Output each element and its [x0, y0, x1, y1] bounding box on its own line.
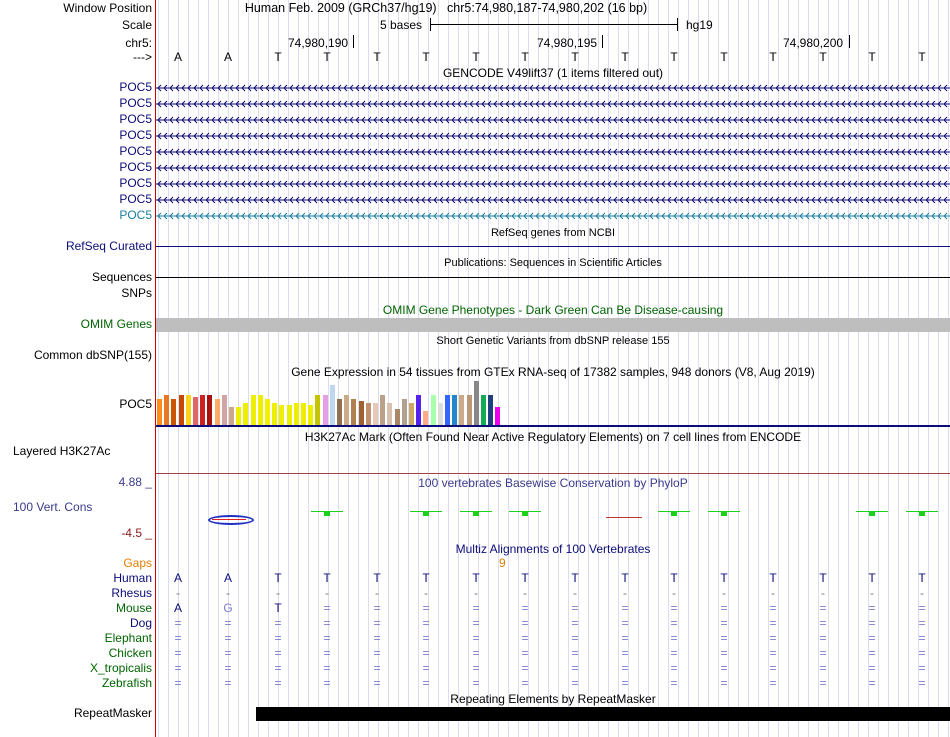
grid-line	[158, 0, 159, 737]
window-position-label: Window Position	[63, 1, 152, 15]
alignment-base-zebrafish: =	[472, 676, 480, 690]
gtex-tissue-bar[interactable]	[373, 403, 378, 425]
gtex-tissue-bar[interactable]	[337, 399, 342, 425]
alignment-base-dog: =	[274, 616, 282, 630]
strand-arrow-label: --->	[133, 50, 152, 64]
alignment-base-rhesus: -	[523, 586, 527, 600]
alignment-base-elephant: =	[571, 631, 579, 645]
gtex-tissue-bar[interactable]	[207, 395, 212, 425]
alignment-base-zebrafish: =	[670, 676, 678, 690]
alignment-base-zebrafish: =	[720, 676, 728, 690]
alignment-base-human: A	[173, 571, 182, 585]
alignment-base-dog: =	[422, 616, 430, 630]
alignment-base-mouse: G	[223, 601, 233, 615]
phylop-track-title: 100 vertebrates Basewise Conservation by PhyloP	[418, 476, 688, 490]
alignment-base-human: T	[472, 571, 480, 585]
alignment-base-dog: =	[224, 616, 232, 630]
reference-base: T	[769, 50, 777, 64]
alignment-base-elephant: =	[274, 631, 282, 645]
alignment-base-zebrafish: =	[621, 676, 629, 690]
alignment-base-mouse: =	[769, 601, 777, 615]
phylop-score-mark	[522, 511, 528, 516]
alignment-base-dog: =	[868, 616, 876, 630]
alignment-base-zebrafish: =	[174, 676, 182, 690]
reference-base: T	[918, 50, 926, 64]
alignment-base-chicken: =	[670, 646, 678, 660]
reference-base: A	[173, 50, 182, 64]
alignment-base-rhesus: -	[325, 586, 329, 600]
grid-line	[898, 0, 899, 737]
gtex-tissue-bar[interactable]	[157, 399, 162, 425]
gtex-tissue-bar[interactable]	[200, 395, 205, 425]
alignment-base-rhesus: -	[920, 586, 924, 600]
reference-base: T	[720, 50, 728, 64]
reference-base: T	[521, 50, 529, 64]
species-label-mouse[interactable]: Mouse	[115, 601, 152, 615]
grid-line	[288, 0, 289, 737]
grid-line	[888, 0, 889, 737]
alignment-base-x-tropicalis: =	[521, 661, 529, 675]
alignment-base-rhesus: -	[176, 586, 180, 600]
scale-bar-tick-left	[430, 18, 431, 31]
gtex-tissue-bar[interactable]	[222, 395, 227, 425]
phylop-min-label: -4.5 _	[121, 526, 152, 540]
coord-tick-label: 74,980,200	[783, 36, 844, 50]
alignment-base-elephant: =	[472, 631, 480, 645]
alignment-base-zebrafish: =	[274, 676, 282, 690]
alignment-base-human: T	[373, 571, 381, 585]
gtex-tissue-bar[interactable]	[438, 403, 443, 425]
multiz-track-title: Multiz Alignments of 100 Vertebrates	[455, 542, 651, 556]
gencode-gene-label[interactable]: POC5	[119, 112, 152, 126]
phylop-score-mark	[423, 511, 429, 516]
gtex-track-title: Gene Expression in 54 tissues from GTEx RNA-seq of 17382 samples, 948 donors (V8, Aug 2019)	[291, 365, 815, 379]
reference-base: T	[472, 50, 480, 64]
alignment-base-dog: =	[373, 616, 381, 630]
track-area[interactable]	[156, 0, 950, 737]
alignment-base-x-tropicalis: =	[422, 661, 430, 675]
alignment-base-mouse: =	[472, 601, 480, 615]
gtex-tissue-bar[interactable]	[459, 395, 464, 425]
phylop-score-mark	[473, 511, 479, 516]
gtex-tissue-bar[interactable]	[445, 395, 450, 425]
coord-tick	[849, 35, 850, 48]
gtex-tissue-bar[interactable]	[474, 381, 479, 425]
gtex-tissue-bar[interactable]	[229, 407, 234, 425]
reference-base: T	[621, 50, 629, 64]
alignment-base-elephant: =	[769, 631, 777, 645]
refseq-track-label[interactable]: RefSeq Curated	[65, 239, 152, 253]
grid-line	[188, 0, 189, 737]
reference-base: A	[223, 50, 232, 64]
alignment-base-mouse: =	[670, 601, 678, 615]
alignment-base-chicken: =	[323, 646, 331, 660]
alignment-base-x-tropicalis: =	[918, 661, 926, 675]
alignment-base-zebrafish: =	[918, 676, 926, 690]
header-position	[245, 1, 647, 15]
alignment-base-dog: =	[720, 616, 728, 630]
alignment-base-x-tropicalis: =	[769, 661, 777, 675]
alignment-base-human: T	[918, 571, 926, 585]
alignment-base-human: T	[769, 571, 777, 585]
phylop-max-label: 4.88 _	[118, 475, 152, 489]
alignment-base-rhesus: -	[276, 586, 280, 600]
alignment-base-elephant: =	[868, 631, 876, 645]
reference-base: T	[274, 50, 282, 64]
alignment-base-zebrafish: =	[819, 676, 827, 690]
alignment-base-mouse: =	[868, 601, 876, 615]
alignment-base-dog: =	[472, 616, 480, 630]
species-label-rhesus[interactable]: Rhesus	[111, 586, 152, 600]
alignment-base-elephant: =	[918, 631, 926, 645]
snps-track-label[interactable]: SNPs	[121, 286, 152, 300]
gtex-tissue-bar[interactable]	[387, 403, 392, 425]
omim-track-title: OMIM Gene Phenotypes - Dark Green Can Be Disease-causing	[382, 303, 724, 317]
alignment-base-chicken: =	[174, 646, 182, 660]
gencode-gene-label[interactable]: POC5	[119, 160, 152, 174]
alignment-base-human: T	[621, 571, 629, 585]
gtex-tissue-bar[interactable]	[452, 395, 457, 425]
publications-line[interactable]	[156, 277, 950, 278]
gtex-tissue-bar[interactable]	[236, 407, 241, 425]
gencode-transcript[interactable]	[156, 100, 950, 108]
gtex-tissue-bar[interactable]	[171, 399, 176, 425]
alignment-base-chicken: =	[274, 646, 282, 660]
phylop-score-mark	[671, 511, 677, 516]
alignment-base-human: T	[571, 571, 579, 585]
alignment-base-dog: =	[769, 616, 777, 630]
gencode-transcript[interactable]	[156, 84, 950, 92]
gtex-tissue-bar[interactable]	[359, 401, 364, 425]
grid-line	[208, 0, 209, 737]
gencode-transcript[interactable]	[156, 196, 950, 204]
alignment-base-x-tropicalis: =	[472, 661, 480, 675]
alignment-base-elephant: =	[373, 631, 381, 645]
grid-line	[198, 0, 199, 737]
alignment-base-rhesus: -	[722, 586, 726, 600]
gtex-tissue-bar[interactable]	[481, 395, 486, 425]
chr-label: chr5:	[125, 36, 152, 50]
alignment-base-rhesus: -	[226, 586, 230, 600]
alignment-base-zebrafish: =	[323, 676, 331, 690]
gtex-tissue-bar[interactable]	[323, 395, 328, 425]
alignment-base-rhesus: -	[870, 586, 874, 600]
reference-base: T	[819, 50, 827, 64]
alignment-base-chicken: =	[769, 646, 777, 660]
gencode-track-title: GENCODE V49lift37 (1 items filtered out)	[442, 66, 664, 80]
sequences-track-label[interactable]: Sequences	[91, 270, 152, 284]
gtex-tissue-bar[interactable]	[416, 395, 421, 425]
alignment-base-x-tropicalis: =	[571, 661, 579, 675]
alignment-base-elephant: =	[670, 631, 678, 645]
alignment-base-chicken: =	[224, 646, 232, 660]
grid-line	[948, 0, 949, 737]
alignment-base-mouse: T	[274, 601, 282, 615]
omim-feature-bar[interactable]	[156, 318, 950, 332]
alignment-base-zebrafish: =	[769, 676, 777, 690]
phylop-feature-redline	[212, 519, 246, 520]
gtex-tissue-bar[interactable]	[431, 395, 436, 425]
alignment-base-chicken: =	[422, 646, 430, 660]
gtex-tissue-bar[interactable]	[243, 403, 248, 425]
gencode-gene-label[interactable]: POC5	[119, 176, 152, 190]
gtex-tissue-bar[interactable]	[402, 399, 407, 425]
gap-count: 9	[499, 556, 506, 570]
alignment-base-elephant: =	[323, 631, 331, 645]
gtex-tissue-bar[interactable]	[279, 405, 284, 425]
gencode-transcript[interactable]	[156, 164, 950, 172]
position-readout: chr5:74,980,187-74,980,202 (16 bp)	[447, 1, 648, 15]
phylop-score-mark	[721, 511, 727, 516]
gtex-tissue-bar[interactable]	[366, 403, 371, 425]
grid-line	[838, 0, 839, 737]
grid-line	[218, 0, 219, 737]
gtex-tissue-bar[interactable]	[395, 409, 400, 425]
alignment-base-dog: =	[621, 616, 629, 630]
coord-tick-label: 74,980,195	[537, 36, 598, 50]
alignment-base-zebrafish: =	[868, 676, 876, 690]
alignment-base-chicken: =	[819, 646, 827, 660]
species-label-human[interactable]: Human	[113, 571, 152, 585]
alignment-base-zebrafish: =	[224, 676, 232, 690]
gtex-tissue-bar[interactable]	[315, 395, 320, 425]
alignment-base-rhesus: -	[474, 586, 478, 600]
alignment-base-chicken: =	[621, 646, 629, 660]
scale-bar-label: 5 bases	[380, 18, 423, 32]
alignment-base-mouse: =	[323, 601, 331, 615]
alignment-base-zebrafish: =	[521, 676, 529, 690]
alignment-base-chicken: =	[720, 646, 728, 660]
species-label-chicken[interactable]: Chicken	[108, 646, 152, 660]
gtex-tissue-bar[interactable]	[258, 395, 263, 425]
gtex-tissue-bar[interactable]	[308, 405, 313, 425]
gtex-tissue-bar[interactable]	[294, 403, 299, 425]
repeatmasker-track-title: Repeating Elements by RepeatMasker	[450, 692, 656, 706]
gtex-tissue-bar[interactable]	[265, 399, 270, 425]
grid-line	[848, 0, 849, 737]
alignment-base-zebrafish: =	[571, 676, 579, 690]
alignment-base-chicken: =	[521, 646, 529, 660]
gtex-tissue-bar[interactable]	[251, 395, 256, 425]
gtex-tissue-bar[interactable]	[344, 395, 349, 425]
gtex-tissue-bar[interactable]	[193, 397, 198, 425]
alignment-base-x-tropicalis: =	[819, 661, 827, 675]
species-label-x-tropicalis[interactable]: X_tropicalis	[89, 661, 152, 675]
alignment-base-human: T	[274, 571, 282, 585]
species-label-dog[interactable]: Dog	[129, 616, 152, 630]
species-label-elephant[interactable]: Elephant	[104, 631, 152, 645]
alignment-base-x-tropicalis: =	[720, 661, 728, 675]
reference-base: T	[571, 50, 579, 64]
gaps-label: Gaps	[123, 556, 152, 570]
gencode-gene-label[interactable]: POC5	[119, 192, 152, 206]
alignment-base-rhesus: -	[672, 586, 676, 600]
scale-label: Scale	[121, 18, 152, 32]
alignment-base-human: A	[223, 571, 232, 585]
gencode-gene-label[interactable]: POC5	[119, 80, 152, 94]
gtex-tissue-bar[interactable]	[488, 395, 493, 425]
phylop-feature-ellipse	[208, 515, 254, 525]
alignment-base-mouse: =	[521, 601, 529, 615]
alignment-base-chicken: =	[868, 646, 876, 660]
alignment-base-dog: =	[521, 616, 529, 630]
gencode-gene-label[interactable]: POC5	[119, 96, 152, 110]
alignment-base-mouse: =	[422, 601, 430, 615]
alignment-base-human: T	[720, 571, 728, 585]
alignment-base-x-tropicalis: =	[174, 661, 182, 675]
alignment-base-rhesus: -	[375, 586, 379, 600]
assembly-name: Human Feb. 2009 (GRCh37/hg19)	[244, 1, 437, 15]
alignment-base-dog: =	[918, 616, 926, 630]
gtex-tissue-bar[interactable]	[272, 403, 277, 425]
gtex-tissue-bar[interactable]	[409, 403, 414, 425]
reference-base: T	[868, 50, 876, 64]
publications-track-title: Publications: Sequences in Scientific Articles	[444, 257, 662, 269]
reference-base: T	[422, 50, 430, 64]
grid-line	[238, 0, 239, 737]
alignment-base-elephant: =	[621, 631, 629, 645]
alignment-base-dog: =	[174, 616, 182, 630]
phylop-track-label[interactable]: 100 Vert. Cons	[13, 500, 93, 514]
alignment-base-rhesus: -	[771, 586, 775, 600]
grid-line	[908, 0, 909, 737]
gtex-tissue-bar[interactable]	[380, 395, 385, 425]
gtex-tissue-bar[interactable]	[164, 395, 169, 425]
phylop-score-mark	[324, 511, 330, 516]
gtex-tissue-bar[interactable]	[330, 385, 335, 425]
alignment-base-zebrafish: =	[373, 676, 381, 690]
repeatmasker-track-label[interactable]: RepeatMasker	[73, 706, 152, 720]
alignment-base-rhesus: -	[821, 586, 825, 600]
alignment-base-zebrafish: =	[422, 676, 430, 690]
alignment-base-chicken: =	[373, 646, 381, 660]
gtex-tissue-bar[interactable]	[467, 395, 472, 425]
alignment-base-x-tropicalis: =	[274, 661, 282, 675]
alignment-base-dog: =	[670, 616, 678, 630]
coord-tick	[353, 35, 354, 48]
repeat-element-bar[interactable]	[256, 707, 950, 721]
gtex-tissue-bar[interactable]	[186, 395, 191, 425]
grid-line	[248, 0, 249, 737]
alignment-base-rhesus: -	[623, 586, 627, 600]
alignment-base-rhesus: -	[573, 586, 577, 600]
track-label-panel	[0, 0, 156, 737]
gtex-tissue-bar[interactable]	[287, 405, 292, 425]
grid-line	[858, 0, 859, 737]
alignment-base-elephant: =	[422, 631, 430, 645]
gtex-tissue-bar[interactable]	[301, 403, 306, 425]
alignment-base-mouse: =	[621, 601, 629, 615]
gencode-transcript[interactable]	[156, 132, 950, 140]
coord-tick	[602, 35, 603, 48]
reference-base: T	[323, 50, 331, 64]
refseq-gene-line[interactable]	[156, 246, 950, 247]
gtex-tissue-bar[interactable]	[215, 399, 220, 425]
alignment-base-elephant: =	[720, 631, 728, 645]
alignment-base-human: T	[819, 571, 827, 585]
alignment-base-x-tropicalis: =	[373, 661, 381, 675]
gtex-tissue-bar[interactable]	[423, 411, 428, 425]
alignment-base-mouse: =	[373, 601, 381, 615]
alignment-base-dog: =	[819, 616, 827, 630]
scale-bar	[430, 24, 678, 25]
alignment-base-dog: =	[571, 616, 579, 630]
gtex-baseline	[156, 425, 950, 427]
h3k27ac-track-title: H3K27Ac Mark (Often Found Near Active Regulatory Elements) on 7 cell lines from ENCODE	[304, 430, 802, 444]
alignment-base-elephant: =	[521, 631, 529, 645]
refseq-track-title: RefSeq genes from NCBI	[490, 227, 616, 239]
dbsnp-track-label[interactable]: Common dbSNP(155)	[33, 348, 152, 362]
alignment-base-human: T	[323, 571, 331, 585]
alignment-base-elephant: =	[224, 631, 232, 645]
grid-line	[168, 0, 169, 737]
alignment-base-x-tropicalis: =	[224, 661, 232, 675]
gencode-transcript[interactable]	[156, 180, 950, 188]
alignment-base-elephant: =	[819, 631, 827, 645]
phylop-score-mark	[919, 511, 925, 516]
gtex-tissue-bar[interactable]	[495, 407, 500, 425]
species-label-zebrafish[interactable]: Zebrafish	[101, 676, 152, 690]
alignment-base-elephant: =	[174, 631, 182, 645]
scale-bar-tick-right	[677, 18, 678, 31]
alignment-base-rhesus: -	[424, 586, 428, 600]
gencode-gene-label[interactable]: POC5	[119, 128, 152, 142]
grid-line	[938, 0, 939, 737]
alignment-base-mouse: =	[571, 601, 579, 615]
alignment-base-human: T	[868, 571, 876, 585]
gtex-expression-bars[interactable]	[156, 378, 556, 425]
phylop-score-mark	[869, 511, 875, 516]
base-sequence-row	[156, 50, 950, 64]
alignment-base-mouse: =	[720, 601, 728, 615]
alignment-base-x-tropicalis: =	[621, 661, 629, 675]
h3k27ac-track-label[interactable]: Layered H3K27Ac	[13, 444, 111, 458]
alignment-base-human: T	[521, 571, 529, 585]
gencode-gene-label[interactable]: POC5	[119, 144, 152, 158]
alignment-base-dog: =	[323, 616, 331, 630]
alignment-base-x-tropicalis: =	[670, 661, 678, 675]
alignment-base-x-tropicalis: =	[323, 661, 331, 675]
gencode-transcript[interactable]	[156, 116, 950, 124]
gtex-tissue-bar[interactable]	[179, 395, 184, 425]
alignment-base-mouse: A	[173, 601, 182, 615]
omim-track-label[interactable]: OMIM Genes	[80, 317, 152, 331]
alignment-base-chicken: =	[472, 646, 480, 660]
gtex-tissue-bar[interactable]	[351, 399, 356, 425]
gencode-transcript[interactable]	[156, 212, 950, 220]
reference-base: T	[373, 50, 381, 64]
alignment-base-chicken: =	[918, 646, 926, 660]
coord-tick-label: 74,980,190	[288, 36, 349, 50]
grid-line	[258, 0, 259, 737]
alignment-base-mouse: =	[819, 601, 827, 615]
gtex-gene-label[interactable]: POC5	[119, 397, 152, 411]
alignment-base-x-tropicalis: =	[868, 661, 876, 675]
alignment-base-human: T	[670, 571, 678, 585]
alignment-base-mouse: =	[918, 601, 926, 615]
phylop-negative-score	[606, 517, 642, 518]
gencode-gene-label[interactable]: POC5	[119, 208, 152, 222]
scale-db-label: hg19	[686, 18, 713, 32]
alignment-base-chicken: =	[571, 646, 579, 660]
dbsnp-track-title: Short Genetic Variants from dbSNP release 155	[436, 335, 670, 347]
h3k27ac-baseline	[156, 473, 950, 474]
gencode-transcript[interactable]	[156, 148, 950, 156]
grid-line	[268, 0, 269, 737]
reference-base: T	[670, 50, 678, 64]
alignment-base-human: T	[422, 571, 430, 585]
